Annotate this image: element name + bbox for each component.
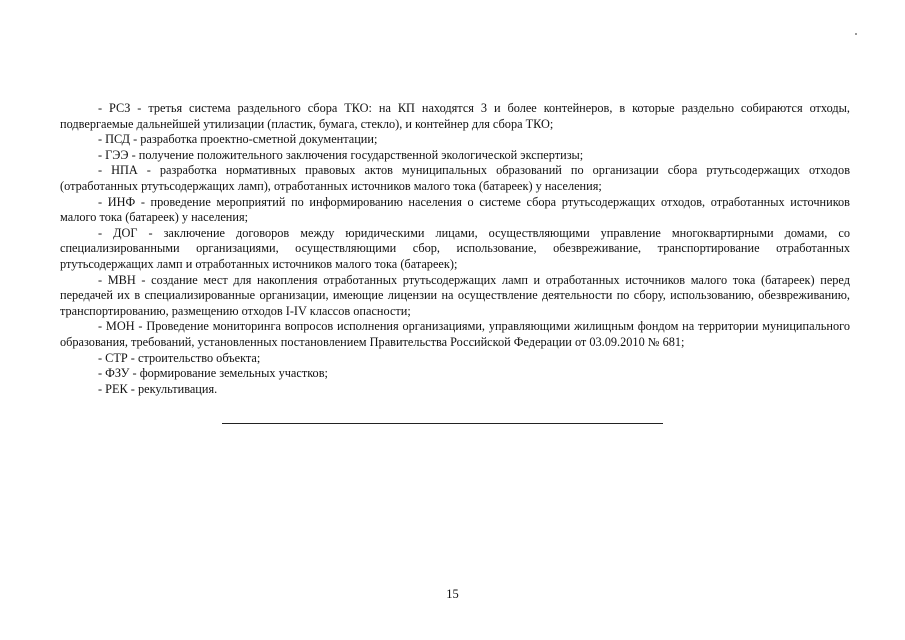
list-item-rek: - РЕК - рекультивация. xyxy=(98,381,218,396)
list-item-psd: - ПСД - разработка проектно-сметной документации; xyxy=(98,132,378,147)
scan-artifact xyxy=(855,33,857,35)
list-item-npa: - НПА - разработка нормативных правовых актов муниципальных образований по организации сбора ртутьсодержащих отходов (отработанных ртутьсодержащих ламп), отработанных источников малого тока (батареек) у населения; xyxy=(60,163,850,193)
list-item-gee: - ГЭЭ - получение положительного заключения государственной экологической экспертизы; xyxy=(98,147,584,162)
horizontal-divider xyxy=(222,423,663,424)
abbreviation-list xyxy=(60,101,850,397)
page-number: 15 xyxy=(446,587,459,601)
list-item-dog: - ДОГ - заключение договоров между юридическими лицами, осуществляющими управление многоквартирными домами, со специализированными организациями, осуществляющими сбор, использование, обезвреживание, транспортирование отработанных ртутьсодержащих ламп и отработанных источников малого тока (батареек); xyxy=(60,225,850,271)
list-item-mon: - МОН - Проведение мониторинга вопросов исполнения организациями, управляющими жилищным фондом на территории муниципального образования, требований, установленных постановлением Правительства Российской Федерации от 03.09.2010 № 681; xyxy=(60,319,850,349)
list-item-rsz: - РСЗ - третья система раздельного сбора ТКО: на КП находятся 3 и более контейнеров, в которые раздельно собираются отходы, подвергаемые дальнейшей утилизации (пластик, бумага, стекло), и контейнер для сбора ТКО; xyxy=(60,101,850,131)
list-item-fzu: - ФЗУ - формирование земельных участков; xyxy=(98,366,328,381)
list-item-mvn: - МВН - создание мест для накопления отработанных ртутьсодержащих ламп и отработанных источников малого тока (батареек) перед передачей их в специализированные организации, имеющие лицензии на осуществление деятельности по сбору, использованию, обезвреживанию, транспортированию, размещению отходов I-IV классов опасности; xyxy=(60,272,850,318)
list-item-str: - СТР - строительство объекта; xyxy=(98,350,261,365)
list-item-inf: - ИНФ - проведение мероприятий по информированию населения о системе сбора ртутьсодержащих отходов, отработанных источников малого тока (батареек) у населения; xyxy=(60,194,850,225)
